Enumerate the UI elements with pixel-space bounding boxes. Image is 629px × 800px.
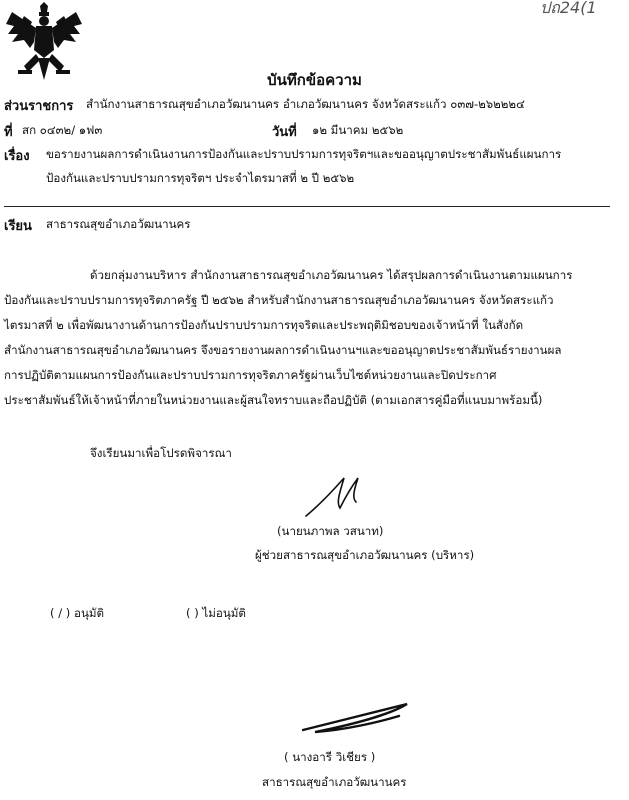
body-line: ด้วยกลุ่มงานบริหาร สำนักงานสาธารณสุขอำเภอวัฒนานคร ได้สรุปผลการดำเนินงานตามแผนการ [90,268,573,282]
body-line: สำนักงานสาธารณสุขอำเภอวัฒนานคร จึงขอรายงานผลการดำเนินงานฯและขออนุญาตประชาสัมพันธ์รายงานผล [4,343,562,357]
body-line: ประชาสัมพันธ์ให้เจ้าหน้าที่ภายในหน่วยงานและผู้สนใจทราบและถือปฏิบัติ (ตามเอกสารคู่มือที่แนบมาพร้อมนี้) [4,393,543,407]
signer-2-position: สาธารณสุขอำเภอวัฒนานคร [262,775,407,789]
agency-label: ส่วนราชการ [4,99,74,114]
date-value: ๑๒ มีนาคม ๒๕๖๒ [312,123,404,137]
subject-label: เรื่อง [4,149,30,164]
subject-line-1: ขอรายงานผลการดำเนินงานการป้องกันและปราบปรามการทุจริตฯและขออนุญาตประชาสัมพันธ์แผนการ [46,147,562,161]
body-line: ป้องกันและปราบปรามการทุจริตภาครัฐ ปี ๒๕๖๒ สำหรับสำนักงานสาธารณสุขอำเภอวัฒนานคร จังหวัดสระแก้ว [4,293,554,307]
salutation-label: เรียน [4,219,32,234]
body-line: ไตรมาสที่ ๒ เพื่อพัฒนางานด้านการป้องกันปราบปรามการทุจริตและประพฤติมิชอบของเจ้าหน้าที่ ในสังกัด [4,318,524,332]
closing-text: จึงเรียนมาเพื่อโปรดพิจารณา [90,446,232,460]
salutation-value: สาธารณสุขอำเภอวัฒนานคร [46,217,191,231]
header-divider [4,206,610,207]
signer-1-position: ผู้ช่วยสาธารณสุขอำเภอวัฒนานคร (บริหาร) [255,548,475,562]
disapprove-option: ( ) ไม่อนุมัติ [186,606,246,620]
approve-option: ( / ) อนุมัติ [50,606,105,620]
body-line: การปฏิบัติตามแผนการป้องกันและปราบปรามการทุจริตภาครัฐผ่านเว็บไซต์หน่วยงานและปิดประกาศ [4,368,497,382]
signer-1-name: (นายนภาพล วสนาท) [277,524,384,538]
memo-title: บันทึกข้อความ [267,71,362,89]
subject-line-2: ป้องกันและปราบปรามการทุจริตฯ ประจำไตรมาสที่ ๒ ปี ๒๕๖๒ [46,171,355,185]
signer-2-name: ( นางอารี วิเชียร ) [284,750,376,764]
signature-1-icon [300,468,380,520]
corner-handwritten-mark: ปถ24(1 [540,0,597,17]
agency-value: สำนักงานสาธารณสุขอำเภอวัฒนานคร อำเภอวัฒนานคร จังหวัดสระแก้ว ๐๓๗-๒๖๒๒๒๔ [86,97,525,111]
signature-2-icon [295,700,415,740]
date-label: วันที่ [272,125,297,140]
ref-label: ที่ [4,125,13,140]
ref-value: สก ๐๔๓๒/ ๑ฟ๓ [22,123,103,137]
